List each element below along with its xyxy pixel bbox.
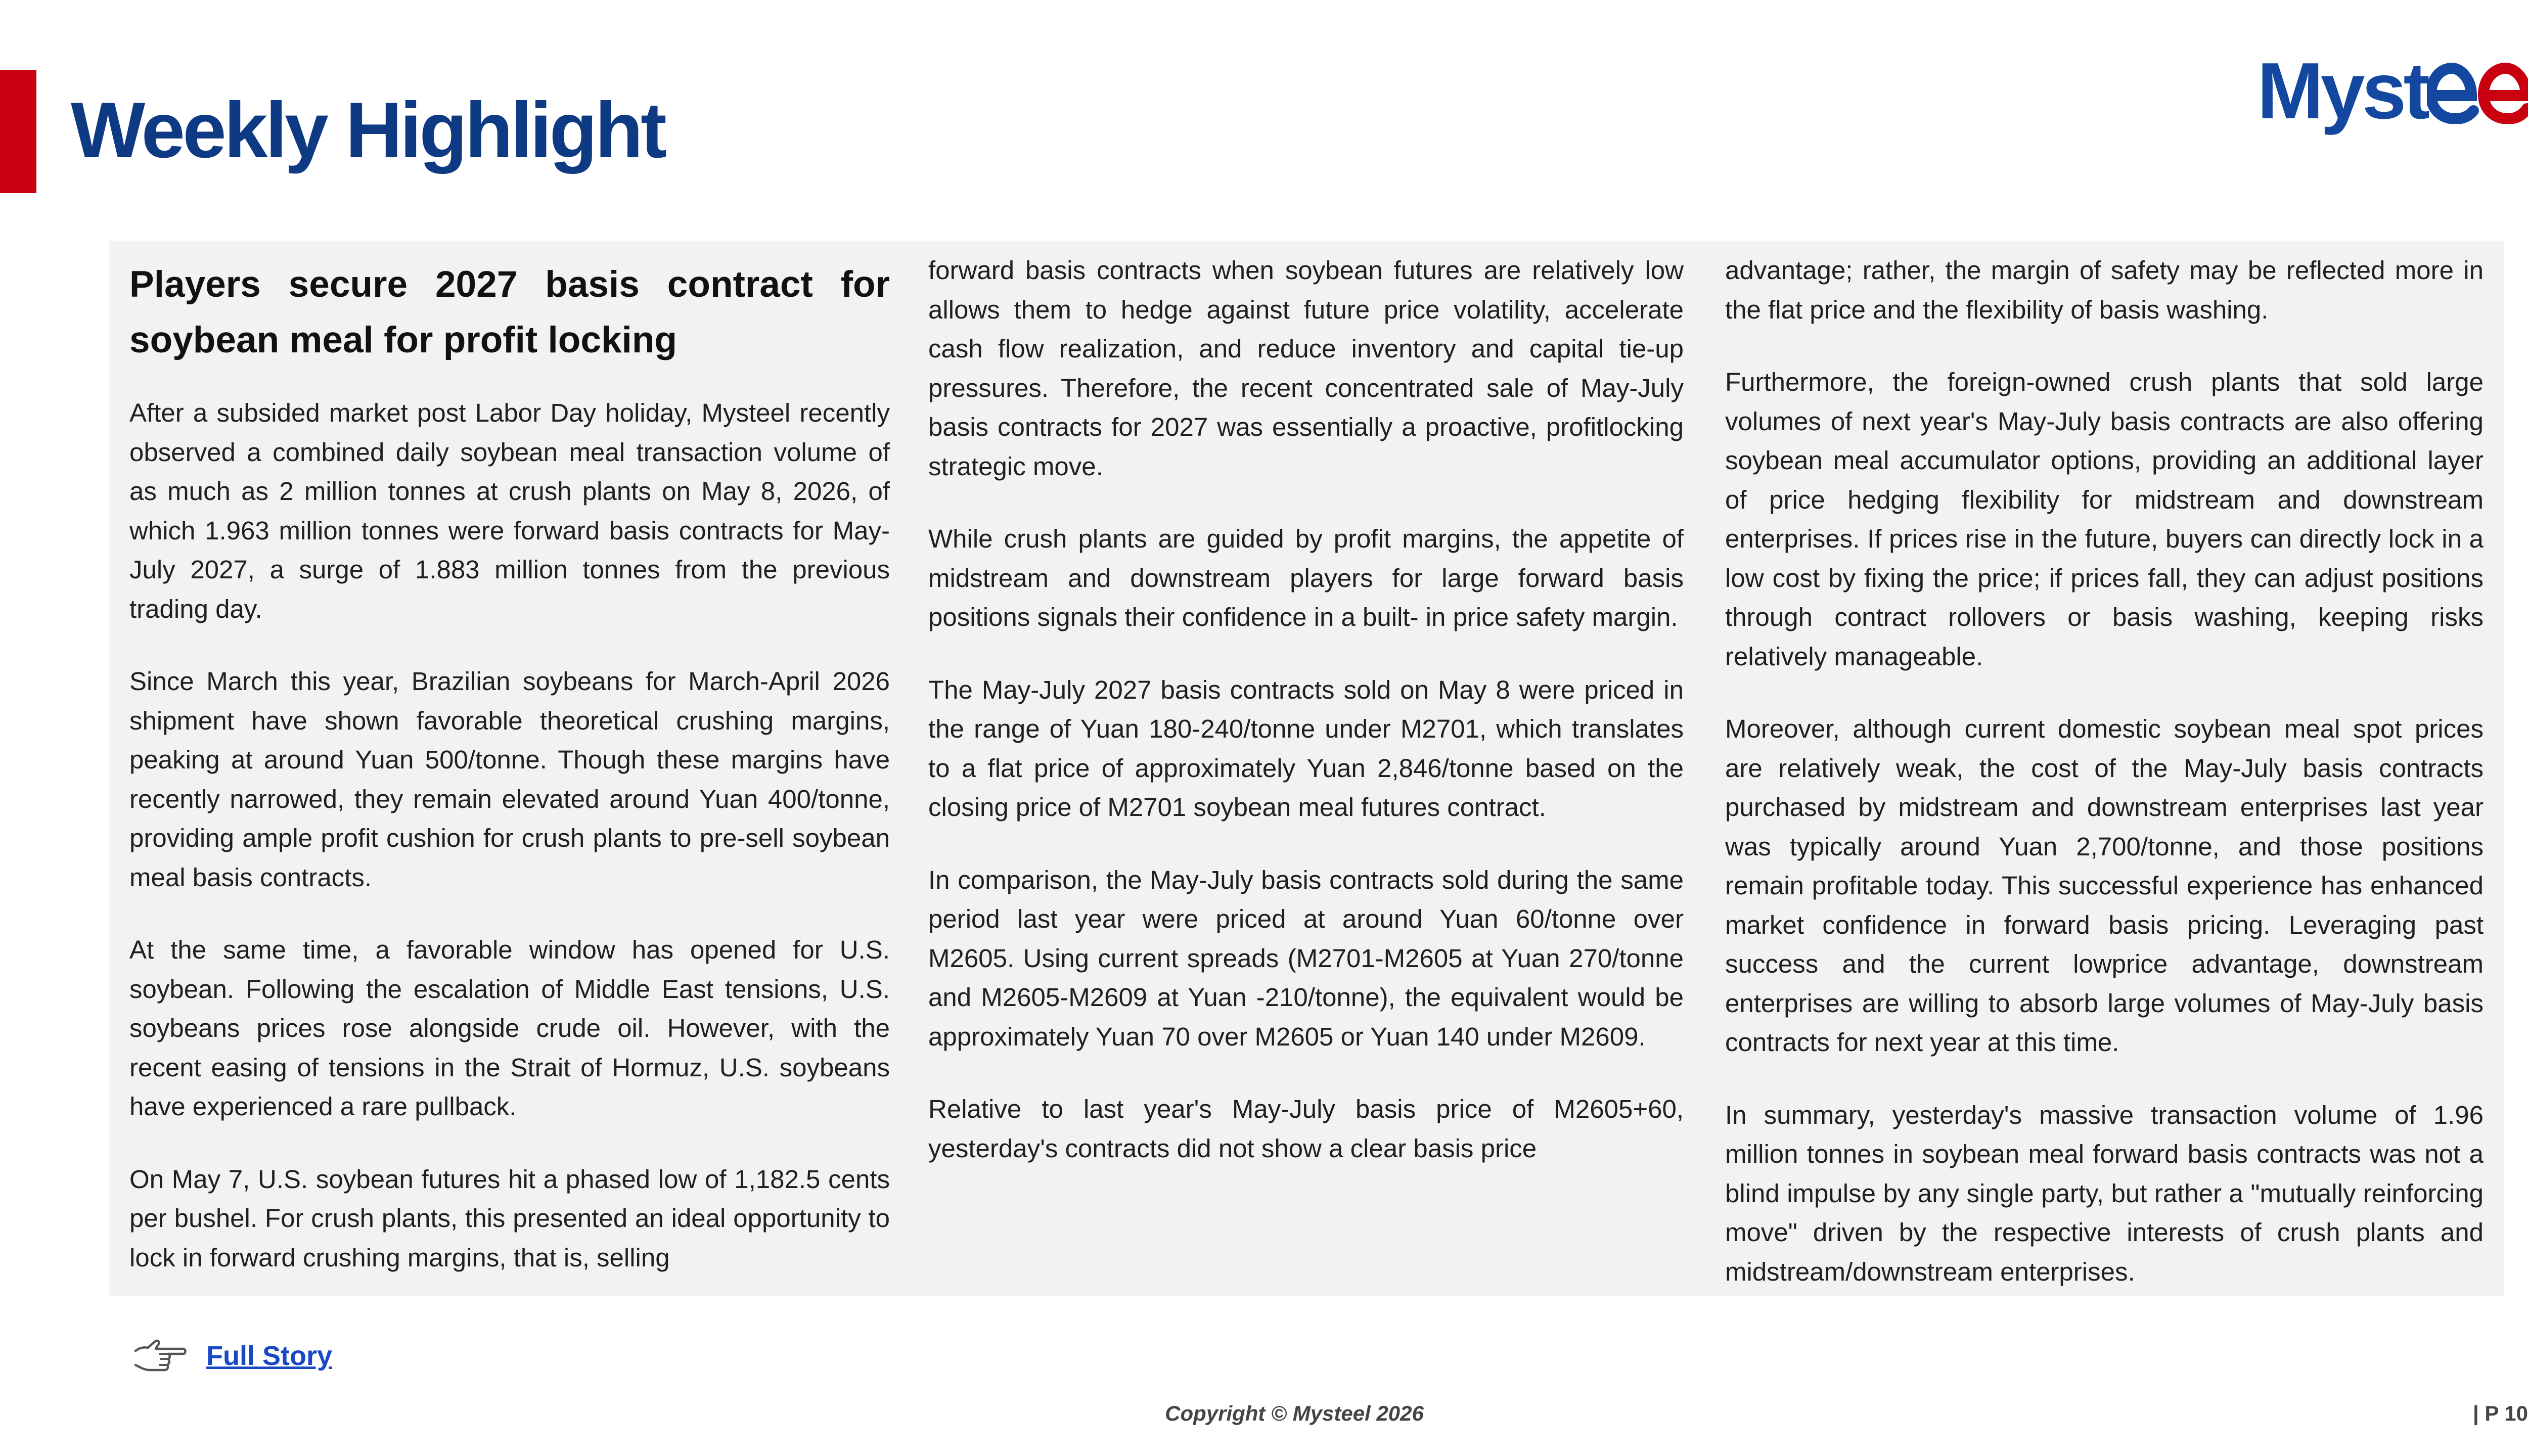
- logo-double-e-icon: [2427, 58, 2528, 124]
- article-paragraph: On May 7, U.S. soybean futures hit a phased low of 1,182.5 cents per bushel. For crush plants, this presented an ideal opportunity to lock in forward crushing margins, that is, selling: [129, 1164, 890, 1272]
- pointing-hand-icon: [132, 1336, 188, 1376]
- article-paragraph: In comparison, the May-July basis contracts sold during the same period last year were priced at around Yuan 60/tonne over M2605. Using current spreads (M2701-M2605 at Yuan 270/tonne and M2605-M2609 at Yuan -210/tonne), the equivalent would be approximately Yuan 70 over M2605 or Yuan 140 under M2609.: [928, 865, 1684, 1051]
- article-column-2: [928, 251, 1684, 1290]
- article-paragraph: advantage; rather, the margin of safety may be reflected more in the flat price and the flexibility of basis washing.: [1725, 256, 2484, 324]
- article-paragraph: Furthermore, the foreign-owned crush plants that sold large volumes of next year's May-July basis contracts are also offering soybean meal accumulator options, providing an additional layer of price hedging flexibility for midstream and downstream enterprises. If prices rise in the future, buyers can directly lock in a low cost by fixing the price; if prices fall, they can adjust positions through contract rollovers or basis washing, keeping risks relatively manageable.: [1725, 368, 2484, 671]
- page-title: Weekly Highlight: [71, 86, 664, 174]
- article-paragraph: In summary, yesterday's massive transaction volume of 1.96 million tonnes in soybean meal forward basis contracts was not a blind impulse by any single party, but rather a "mutually reinforcing move" driven by the respective interests of crush plants and midstream/downstream enterprises.: [1725, 1100, 2484, 1286]
- mysteel-logo: [2257, 47, 2528, 135]
- article-paragraph: After a subsided market post Labor Day holiday, Mysteel recently observed a combined daily soybean meal transaction volume of as much as 2 million tonnes at crush plants on May 8, 2026, of which 1.963 million tonnes were forward basis contracts for May-July 2027, a surge of 1.883 million tonnes from the previous trading day.: [129, 398, 890, 623]
- article-paragraph: The May-July 2027 basis contracts sold on May 8 were priced in the range of Yuan 180-240/tonne under M2701, which translates to a flat price of approximately Yuan 2,846/tonne based on the closing price of M2701 soybean meal futures contract.: [928, 675, 1684, 822]
- article-title: Players secure 2027 basis contract for soybean meal for profit locking: [129, 264, 890, 360]
- article-paragraph: Since March this year, Brazilian soybeans for March-April 2026 shipment have shown favorable theoretical crushing margins, peaking at around Yuan 500/tonne. Though these margins have recently narrowed, they remain elevated around Yuan 400/tonne, providing ample profit cushion for crush plants to pre-sell soybean meal basis contracts.: [129, 667, 890, 892]
- full-story-row: [132, 1336, 332, 1376]
- article-column-3: [1725, 251, 2484, 1290]
- article-paragraph: forward basis contracts when soybean futures are relatively low allows them to hedge against future price volatility, accelerate cash flow realization, and reduce inventory and capital tie-up pressures. Therefore, the recent concentrated sale of May-July basis contracts for 2027 was essentially a proactive, profitlocking strategic move.: [928, 256, 1684, 481]
- full-story-link[interactable]: Full Story: [206, 1341, 333, 1371]
- article-paragraph: Moreover, although current domestic soybean meal spot prices are relatively weak, the cost of the May-July basis contracts purchased by midstream and downstream enterprises last year was typically around Yuan 2,700/tonne, and those positions remain profitable today. This successful experience has enhanced market confidence in forward basis pricing. Leveraging past success and the current lowprice advantage, downstream enterprises are willing to absorb large volumes of May-July basis contracts for next year at this time.: [1725, 714, 2484, 1057]
- article-column-1: [129, 251, 890, 1290]
- article-paragraph: At the same time, a favorable window has opened for U.S. soybean. Following the escalation of Middle East tensions, U.S. soybeans prices rose alongside crude oil. However, with the recent easing of tensions in the Strait of Hormuz, U.S. soybeans have experienced a rare pullback.: [129, 935, 890, 1121]
- article-paragraph: Relative to last year's May-July basis price of M2605+60, yesterday's contracts did not show a clear basis price: [928, 1095, 1684, 1163]
- article-panel: [109, 241, 2504, 1296]
- page-number: | P 10: [2472, 1401, 2528, 1425]
- title-accent-bar: [0, 70, 36, 193]
- logo-text-prefix: Myst: [2257, 47, 2427, 135]
- copyright-text: Copyright © Mysteel 2026: [1165, 1401, 1424, 1425]
- article-paragraph: While crush plants are guided by profit margins, the appetite of midstream and downstream players for large forward basis positions signals their confidence in a built‐ in price safety margin.: [928, 524, 1684, 631]
